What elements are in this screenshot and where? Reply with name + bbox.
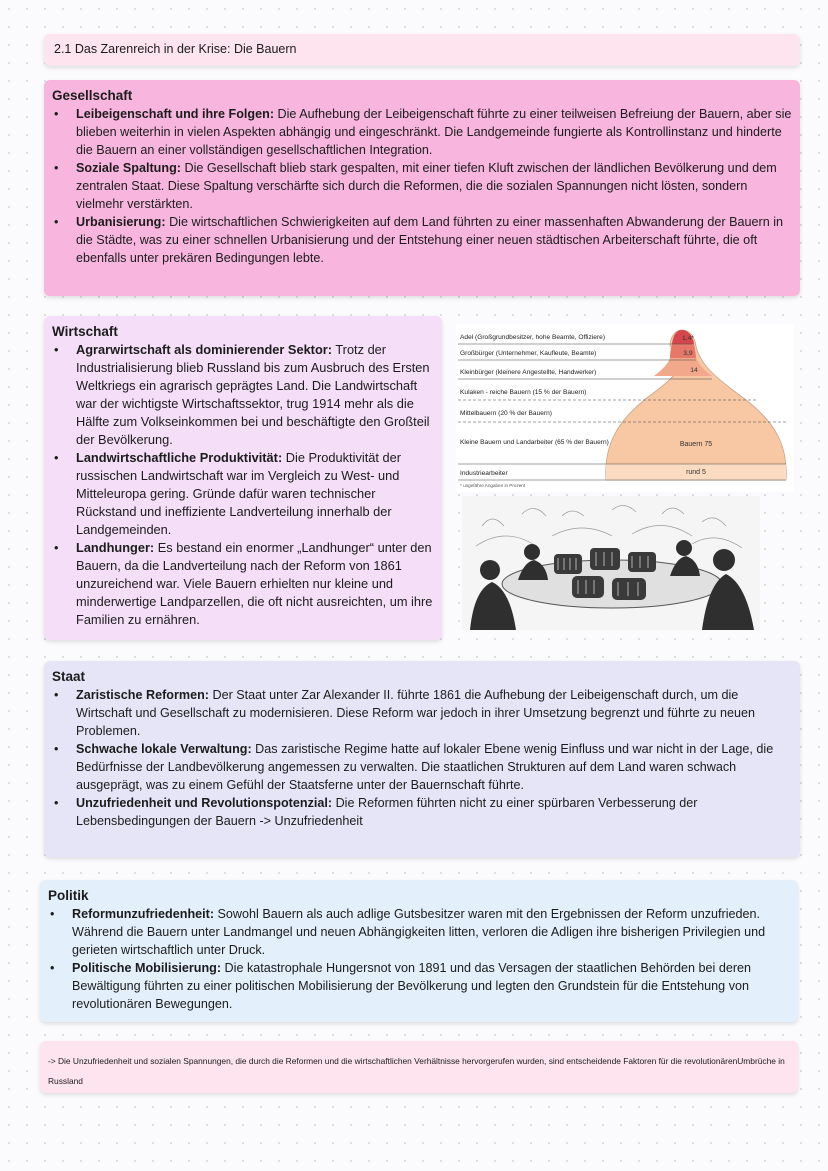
value-label: Bauern 75 [679,441,713,448]
item-term: Landwirtschaftliche Produktivität: [76,450,283,465]
item-text: Trotz der Industrialisierung blieb Russland bis zum Ausbruch des Ersten Weltkriegs ein agrarisch geprägtes Land. Die Landwirtschaft war der wichtigste Wirtschaftssektor, trug 1914 mehr als die Hälfte zum Volkseinkommen bei und beschäftigte den Großteil der Bevölkerung. [76,342,430,447]
item-text: Die Reformen führten nicht zu einer spürbaren Verbesserung der Lebensbedingungen der Bauern -> Unzufriedenheit [76,796,698,828]
row-label: Industriearbeiter [460,470,508,477]
item-text: Die Gesellschaft blieb stark gespalten, mit einer tiefen Kluft zwischen der ländlichen Bevölkerung und dem zentralen Staat. Diese Spaltung verschärfte sich durch die Reformen, die die sozialen Spannungen nicht lösten, sondern vielmehr verstärkten. [76,161,777,211]
item-term: Politische Mobilisierung: [72,961,222,975]
value-label: 14 [690,367,698,374]
row-label: Kleinbürger (kleinere Angestellte, Handwerker) [460,369,597,376]
list-item [52,159,792,213]
row-label: Mittelbauern (20 % der Bauern) [460,410,552,417]
list-item [52,686,792,740]
list-item [48,905,790,959]
item-term: Agrarwirtschaft als dominierender Sektor: [76,342,333,357]
item-term: Schwache lokale Verwaltung: [76,742,252,756]
item-text: Die katastrophale Hungersnot von 1891 und das Versagen der staatlichen Behörden bei deren Bewältigung führten zu einer politischen Mobilisierung der Bevölkerung und legten den Grundstein für die Entstehung von revolutionären Bewegungen. [72,961,752,1011]
list-item [52,105,792,159]
item-term: Leibeigenschaft und ihre Folgen: [76,107,275,121]
item-text: Sowohl Bauern als auch adlige Gutsbesitzer waren mit den Ergebnissen der Reform unzufrieden. Während die Bauern unter Landmangel und neuen Abhängigkeiten litten, verloren die Adligen ihre bisherigen Privilegien und gerieten wirtschaftlich unter Druck. [72,907,766,957]
section-heading: Gesellschaft [52,88,133,103]
page-title-text: 2.1 Das Zarenreich in der Krise: Die Bauern [54,42,297,56]
item-text: Der Staat unter Zar Alexander II. führte 1861 die Aufhebung der Leibeigenschaft durch, um die Wirtschaft und Gesellschaft zu modernisieren. Diese Reform war jedoch in ihrer Umsetzung begrenzt und führte zu neuen Problemen. [76,688,755,738]
bullet-list [52,686,792,830]
footnote: * ungefähre Angaben in Prozent [460,483,526,488]
value-label: 1,4* [681,335,695,342]
bullet-list [52,341,434,629]
section-wirtschaft [44,316,442,640]
item-term: Urbanisierung: [76,215,166,229]
list-item [52,213,792,267]
section-gesellschaft [44,80,800,296]
illustration-svg [462,496,760,630]
bullet-list [52,105,792,267]
row-label: Großbürger (Unternehmer, Kaufleute, Beamte) [460,350,597,357]
social-pyramid-chart [456,324,794,492]
row-label: Kleine Bauern und Landarbeiter (65 % der Bauern) [460,439,609,446]
section-heading: Wirtschaft [52,324,118,339]
list-item [52,539,434,629]
item-text: Die Produktivität der russischen Landwirtschaft war im Vergleich zu West- und Mitteleuropa gering. Gründe dafür waren technischer Rückstand und ineffiziente Landverteilung innerhalb der Landgemeinden. [76,450,401,537]
section-heading: Politik [48,888,89,903]
conclusion-note [40,1041,798,1093]
item-text: Es bestand ein enormer „Landhunger“ unter den Bauern, da die Landverteilung nach der Reform von 1861 unzureichend war. Viele Bauern erhielten nur kleine und minderwertige Landparzellen, die oft nicht ausreichten, um ihre Familien zu ernähren. [76,540,433,627]
item-term: Unzufriedenheit und Revolutionspotenzial: [76,796,333,810]
row-label: Adel (Großgrundbesitzer, hohe Beamte, Offiziere) [460,334,606,341]
list-item [52,794,792,830]
pyramid-base-shape [606,330,786,480]
page-title [44,34,800,66]
item-text: Die Aufhebung der Leibeigenschaft führte zu einer teilweisen Befreiung der Bauern, aber sie blieben weiterhin in vielen Aspekten abhängig und eingeschränkt. Die Landgemeinde fungierte als Kontrollinstanz und hinderte die Bauern an einer vollständigen gesellschaftlichen Integration. [76,107,792,157]
bullet-list [48,905,790,1013]
value-label: rund 5 [686,469,706,476]
pyramid-svg [456,324,794,492]
item-term: Soziale Spaltung: [76,161,181,175]
section-heading: Staat [52,669,86,684]
item-term: Landhunger: [76,540,155,555]
item-text: Die wirtschaftlichen Schwierigkeiten auf dem Land führten zu einer massenhaften Abwanderung der Bauern in die Städte, was zu einer schnellen Urbanisierung und der Entstehung einer neuen städtischen Arbeiterschaft führte, die oft ebenfalls unter prekären Bedingungen lebte. [76,215,784,265]
value-label: 3,9 [683,350,693,357]
list-item [48,959,790,1013]
conclusion-text: -> Die Unzufriedenheit und sozialen Spannungen, die durch die Reformen und die wirtschaftlichen Verhältnisse hervorgerufen wurden, sind entscheidende Faktoren für die revolutionärenUmbrüche in Russland [48,1056,785,1086]
caricature-illustration [462,496,760,630]
list-item [52,740,792,794]
list-item [52,449,434,539]
item-text: Das zaristische Regime hatte auf lokaler Ebene wenig Einfluss und war nicht in der Lage, die Bedürfnisse der Landbevölkerung angemessen zu verwalten. Die staatlichen Strukturen auf dem Land waren schwach ausgeprägt, was zu einem Gefühl der Staatsferne unter der Bauernschaft führte. [76,742,774,792]
item-term: Reformunzufriedenheit: [72,907,215,921]
row-label: Kulaken - reiche Bauern (15 % der Bauern) [460,389,587,396]
item-term: Zaristische Reformen: [76,688,209,702]
section-politik [40,880,798,1022]
section-staat [44,661,800,857]
list-item [52,341,434,449]
